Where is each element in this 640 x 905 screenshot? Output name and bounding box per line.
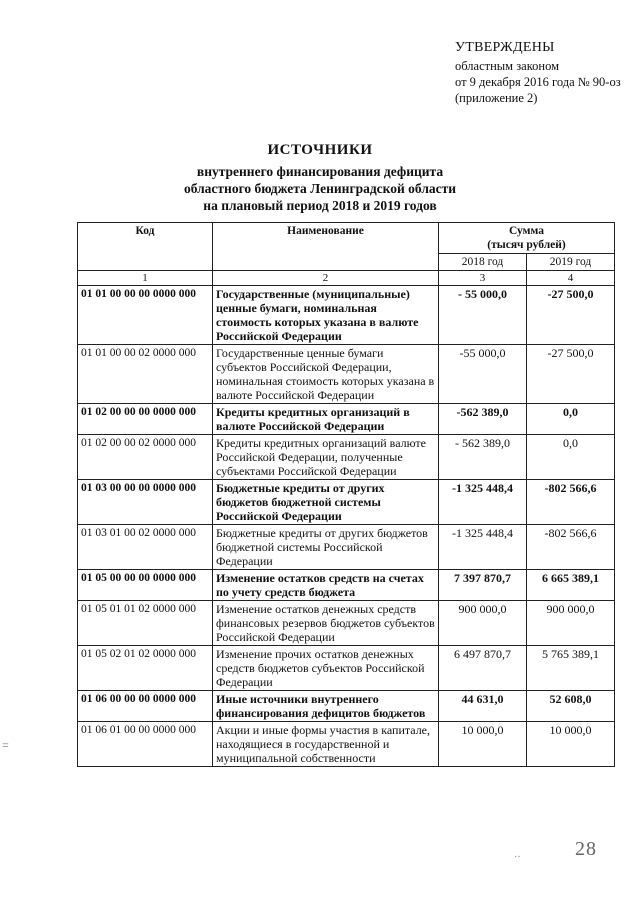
cell-code: 01 05 02 01 02 0000 000	[78, 646, 213, 691]
approval-line-3: (приложение 2)	[455, 91, 538, 105]
header-code: Код	[78, 223, 213, 271]
header-year-2019: 2019 год	[527, 254, 615, 271]
approval-line-2: от 9 декабря 2016 года № 90-оз	[455, 75, 621, 89]
cell-name: Кредиты кредитных организаций валюте Российской Федерации, полученные субъектами Российской Федерации	[213, 435, 439, 480]
approval-title: УТВЕРЖДЕНЫ	[455, 40, 555, 55]
cell-code: 01 06 00 00 00 0000 000	[78, 691, 213, 722]
cell-name: Государственные ценные бумаги субъектов Российской Федерации, номинальная стоимость которых указана в валюте Российской Федерации	[213, 345, 439, 404]
cell-code: 01 01 00 00 02 0000 000	[78, 345, 213, 404]
header-sum	[439, 223, 615, 254]
cell-2018: -1 325 448,4	[439, 480, 527, 525]
cell-code: 01 01 00 00 00 0000 000	[78, 286, 213, 345]
approval-line-1: областным законом	[455, 59, 560, 73]
cell-code: 01 03 00 00 00 0000 000	[78, 480, 213, 525]
table-row	[78, 286, 615, 345]
cell-name: Изменение остатков денежных средств финансовых резервов бюджетов субъектов Российской Федерации	[213, 601, 439, 646]
cell-2019: -802 566,6	[527, 525, 615, 570]
approval-stamp	[455, 40, 621, 106]
cell-2019: 6 665 389,1	[527, 570, 615, 601]
table-row	[78, 691, 615, 722]
cell-code: 01 02 00 00 00 0000 000	[78, 404, 213, 435]
column-number: 4	[527, 271, 615, 286]
cell-2018: 900 000,0	[439, 601, 527, 646]
cell-2018: 6 497 870,7	[439, 646, 527, 691]
table-row	[78, 525, 615, 570]
cell-code: 01 05 00 00 00 0000 000	[78, 570, 213, 601]
table-row	[78, 345, 615, 404]
cell-2019: 900 000,0	[527, 601, 615, 646]
cell-2019: 0,0	[527, 435, 615, 480]
cell-code: 01 03 01 00 02 0000 000	[78, 525, 213, 570]
column-number: 3	[439, 271, 527, 286]
cell-name: Бюджетные кредиты от других бюджетов бюджетной системы Российской Федерации	[213, 480, 439, 525]
cell-code: 01 02 00 00 02 0000 000	[78, 435, 213, 480]
cell-name: Бюджетные кредиты от других бюджетов бюджетной системы Российской Федерации	[213, 525, 439, 570]
margin-mark: =	[2, 738, 9, 752]
table-row	[78, 722, 615, 767]
table-row	[78, 404, 615, 435]
header-sum-label: Сумма	[509, 225, 544, 237]
document-title: ИСТОЧНИКИ	[267, 142, 373, 158]
header-year-2018: 2018 год	[439, 254, 527, 271]
header-name: Наименование	[213, 223, 439, 271]
cell-2019: -27 500,0	[527, 286, 615, 345]
cell-name: Изменение прочих остатков денежных средств бюджетов субъектов Российской Федерации	[213, 646, 439, 691]
column-number: 2	[213, 271, 439, 286]
table-body	[78, 286, 615, 767]
table-row	[78, 601, 615, 646]
page-number: 28	[575, 838, 597, 860]
cell-2018: - 562 389,0	[439, 435, 527, 480]
heading-line-2: областного бюджета Ленинградской области	[183, 181, 457, 196]
cell-2019: -27 500,0	[527, 345, 615, 404]
cell-name: Кредиты кредитных организаций в валюте Российской Федерации	[213, 404, 439, 435]
cell-2018: 44 631,0	[439, 691, 527, 722]
cell-name: Государственные (муниципальные) ценные бумаги, номинальная стоимость которых указана в валюте Российской Федерации	[213, 286, 439, 345]
cell-2018: - 55 000,0	[439, 286, 527, 345]
heading-line-1: внутреннего финансирования дефицита	[196, 164, 444, 179]
column-number: 1	[78, 271, 213, 286]
cell-2018: -55 000,0	[439, 345, 527, 404]
cell-code: 01 06 01 00 00 0000 000	[78, 722, 213, 767]
cell-2019: -802 566,6	[527, 480, 615, 525]
table-row	[78, 435, 615, 480]
cell-2018: -1 325 448,4	[439, 525, 527, 570]
page-dots: ··	[514, 852, 521, 863]
sources-table	[77, 222, 615, 767]
cell-2019: 10 000,0	[527, 722, 615, 767]
cell-2019: 0,0	[527, 404, 615, 435]
heading-line-3: на плановый период 2018 и 2019 годов	[203, 198, 437, 213]
table-row	[78, 480, 615, 525]
cell-name: Изменение остатков средств на счетах по учету средств бюджета	[213, 570, 439, 601]
document-heading	[0, 142, 640, 214]
cell-code: 01 05 01 01 02 0000 000	[78, 601, 213, 646]
cell-2018: 7 397 870,7	[439, 570, 527, 601]
cell-name: Акции и иные формы участия в капитале, находящиеся в государственной и муниципальной собственности	[213, 722, 439, 767]
cell-2019: 5 765 389,1	[527, 646, 615, 691]
table-row	[78, 646, 615, 691]
cell-2018: 10 000,0	[439, 722, 527, 767]
cell-2018: -562 389,0	[439, 404, 527, 435]
cell-name: Иные источники внутреннего финансирования дефицитов бюджетов	[213, 691, 439, 722]
table-row	[78, 570, 615, 601]
header-sum-unit: (тысяч рублей)	[487, 239, 566, 251]
cell-2019: 52 608,0	[527, 691, 615, 722]
